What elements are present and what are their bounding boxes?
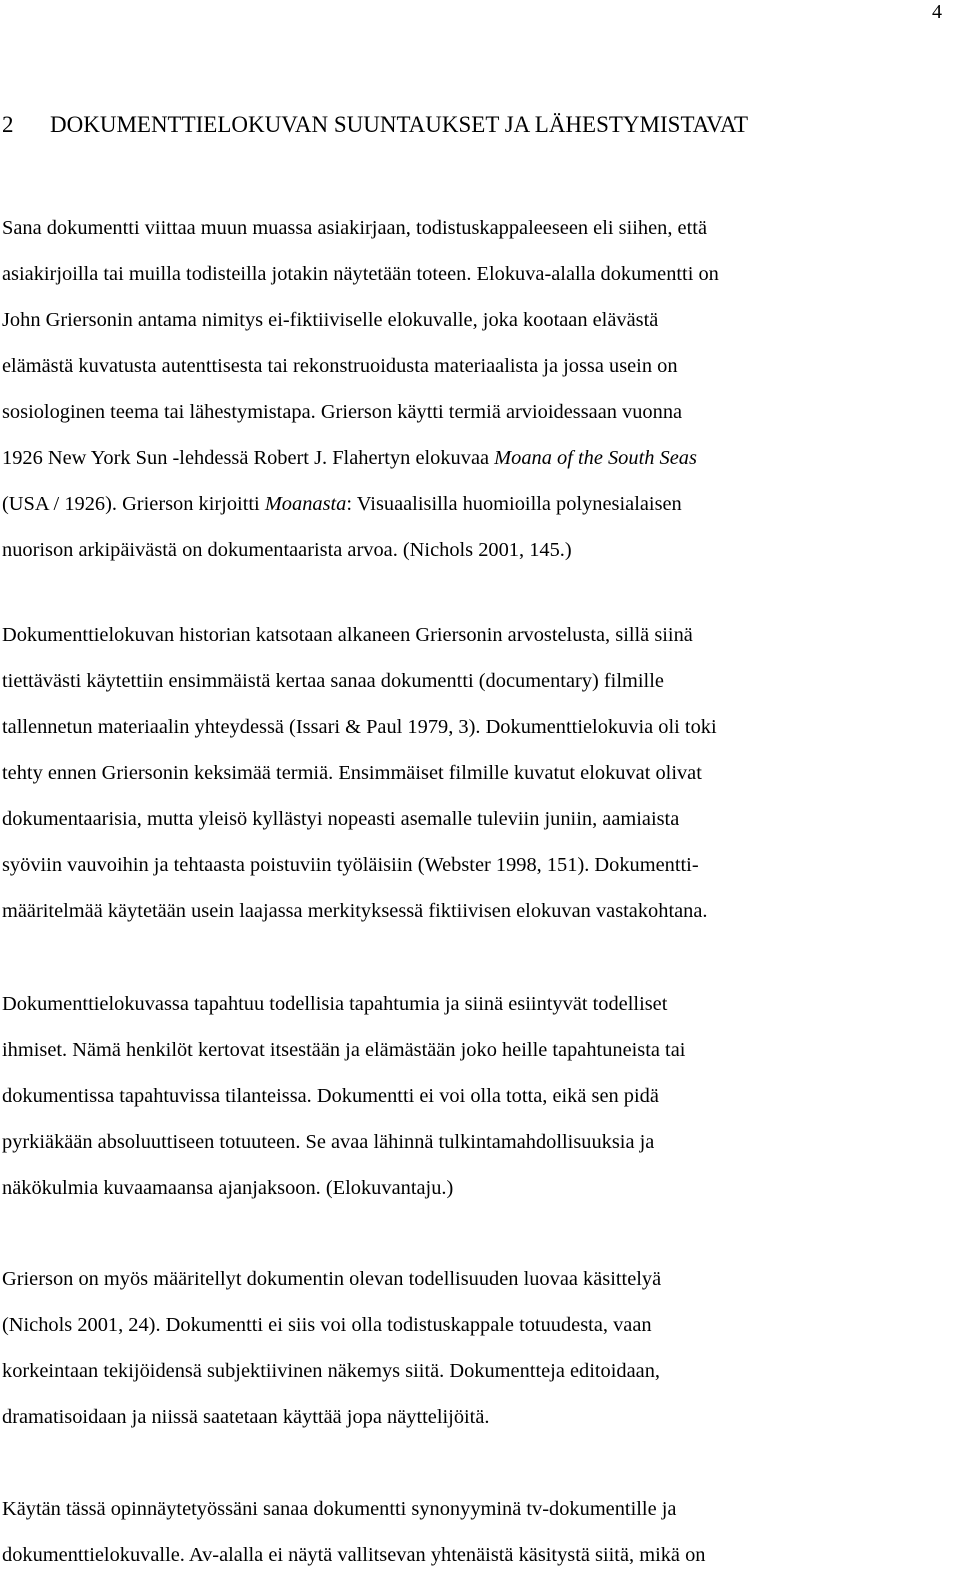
paragraph-3 <box>2 981 952 1211</box>
paragraph-5 <box>2 1486 952 1578</box>
text-line: dokumentissa tapahtuvissa tilanteissa. Dokumentti ei voi olla totta, eikä sen pidä <box>2 1085 659 1107</box>
film-title: Moanasta <box>264 493 347 515</box>
text-line: dokumenttielokuvalle. Av-alalla ei näytä vallitsevan yhtenäistä käsitystä siitä, mikä on <box>2 1544 706 1566</box>
text-line: dramatisoidaan ja niissä saatetaan käyttää jopa näyttelijöitä. <box>2 1406 490 1428</box>
section-title: DOKUMENTTIELOKUVAN SUUNTAUKSET JA LÄHESTYMISTAVAT <box>50 112 749 137</box>
text-line: John Griersonin antama nimitys ei-fiktiiviselle elokuvalle, joka kootaan elävästä <box>2 309 659 331</box>
text-line: nuorison arkipäivästä on dokumentaarista arvoa. (Nichols 2001, 145.) <box>2 539 572 561</box>
text-segment: (USA / 1926). Grierson kirjoitti <box>2 493 265 515</box>
text-line: syöviin vauvoihin ja tehtaasta poistuviin työläisiin (Webster 1998, 151). Dokumentti- <box>2 854 699 876</box>
text-line: näkökulmia kuvaamaansa ajanjaksoon. (Elokuvantaju.) <box>2 1177 454 1199</box>
text-line: pyrkiäkään absoluuttiseen totuuteen. Se avaa lähinnä tulkintamahdollisuuksia ja <box>2 1131 655 1153</box>
text-line: Dokumenttielokuvan historian katsotaan alkaneen Griersonin arvostelusta, sillä siinä <box>2 624 693 646</box>
text-line: tehty ennen Griersonin keksimää termiä. Ensimmäiset filmille kuvatut elokuvat olivat <box>2 762 702 784</box>
film-title: Moana of the South Seas <box>494 447 697 469</box>
text-line: Sana dokumentti viittaa muun muassa asiakirjaan, todistuskappaleeseen eli siihen, että <box>2 217 707 239</box>
paragraph-1 <box>2 205 952 573</box>
text-line: elämästä kuvatusta autenttisesta tai rekonstruoidusta materiaalista ja jossa usein on <box>2 355 678 377</box>
text-line: (Nichols 2001, 24). Dokumentti ei siis voi olla todistuskappale totuudesta, vaan <box>2 1314 652 1336</box>
text-line: ihmiset. Nämä henkilöt kertovat itsestään ja elämästään joko heille tapahtuneista tai <box>2 1039 686 1061</box>
text-line: asiakirjoilla tai muilla todisteilla jotakin näytetään toteen. Elokuva-alalla dokumentti on <box>2 263 719 285</box>
text-line: sosiologinen teema tai lähestymistapa. Grierson käytti termiä arvioidessaan vuonna <box>2 401 683 423</box>
text-line: korkeintaan tekijöidensä subjektiivinen näkemys siitä. Dokumentteja editoidaan, <box>2 1360 660 1382</box>
paragraph-4 <box>2 1256 952 1440</box>
text-line: Käytän tässä opinnäytetyössäni sanaa dokumentti synonyyminä tv-dokumentille ja <box>2 1498 677 1520</box>
section-number: 2 <box>2 112 14 137</box>
text-line-with-title <box>2 435 952 481</box>
section-heading <box>2 110 748 140</box>
text-line: määritelmää käytetään usein laajassa merkityksessä fiktiivisen elokuvan vastakohtana. <box>2 900 708 922</box>
text-line: tiettävästi käytettiin ensimmäistä kertaa sanaa dokumentti (documentary) filmille <box>2 670 664 692</box>
text-line: Grierson on myös määritellyt dokumentin olevan todellisuuden luovaa käsittelyä <box>2 1268 662 1290</box>
page-number: 4 <box>932 1 942 23</box>
text-line-with-title <box>2 481 952 527</box>
paragraph-2 <box>2 612 952 934</box>
text-line: tallennetun materiaalin yhteydessä (Issari & Paul 1979, 3). Dokumenttielokuvia oli toki <box>2 716 717 738</box>
text-line: Dokumenttielokuvassa tapahtuu todellisia tapahtumia ja siinä esiintyvät todelliset <box>2 993 668 1015</box>
text-segment: 1926 New York Sun -lehdessä Robert J. Flahertyn elokuvaa <box>2 447 495 469</box>
text-line: dokumentaarisia, mutta yleisö kyllästyi nopeasti asemalle tuleviin juniin, aamiaista <box>2 808 680 830</box>
text-segment: : Visuaalisilla huomioilla polynesialaisen <box>346 493 682 515</box>
